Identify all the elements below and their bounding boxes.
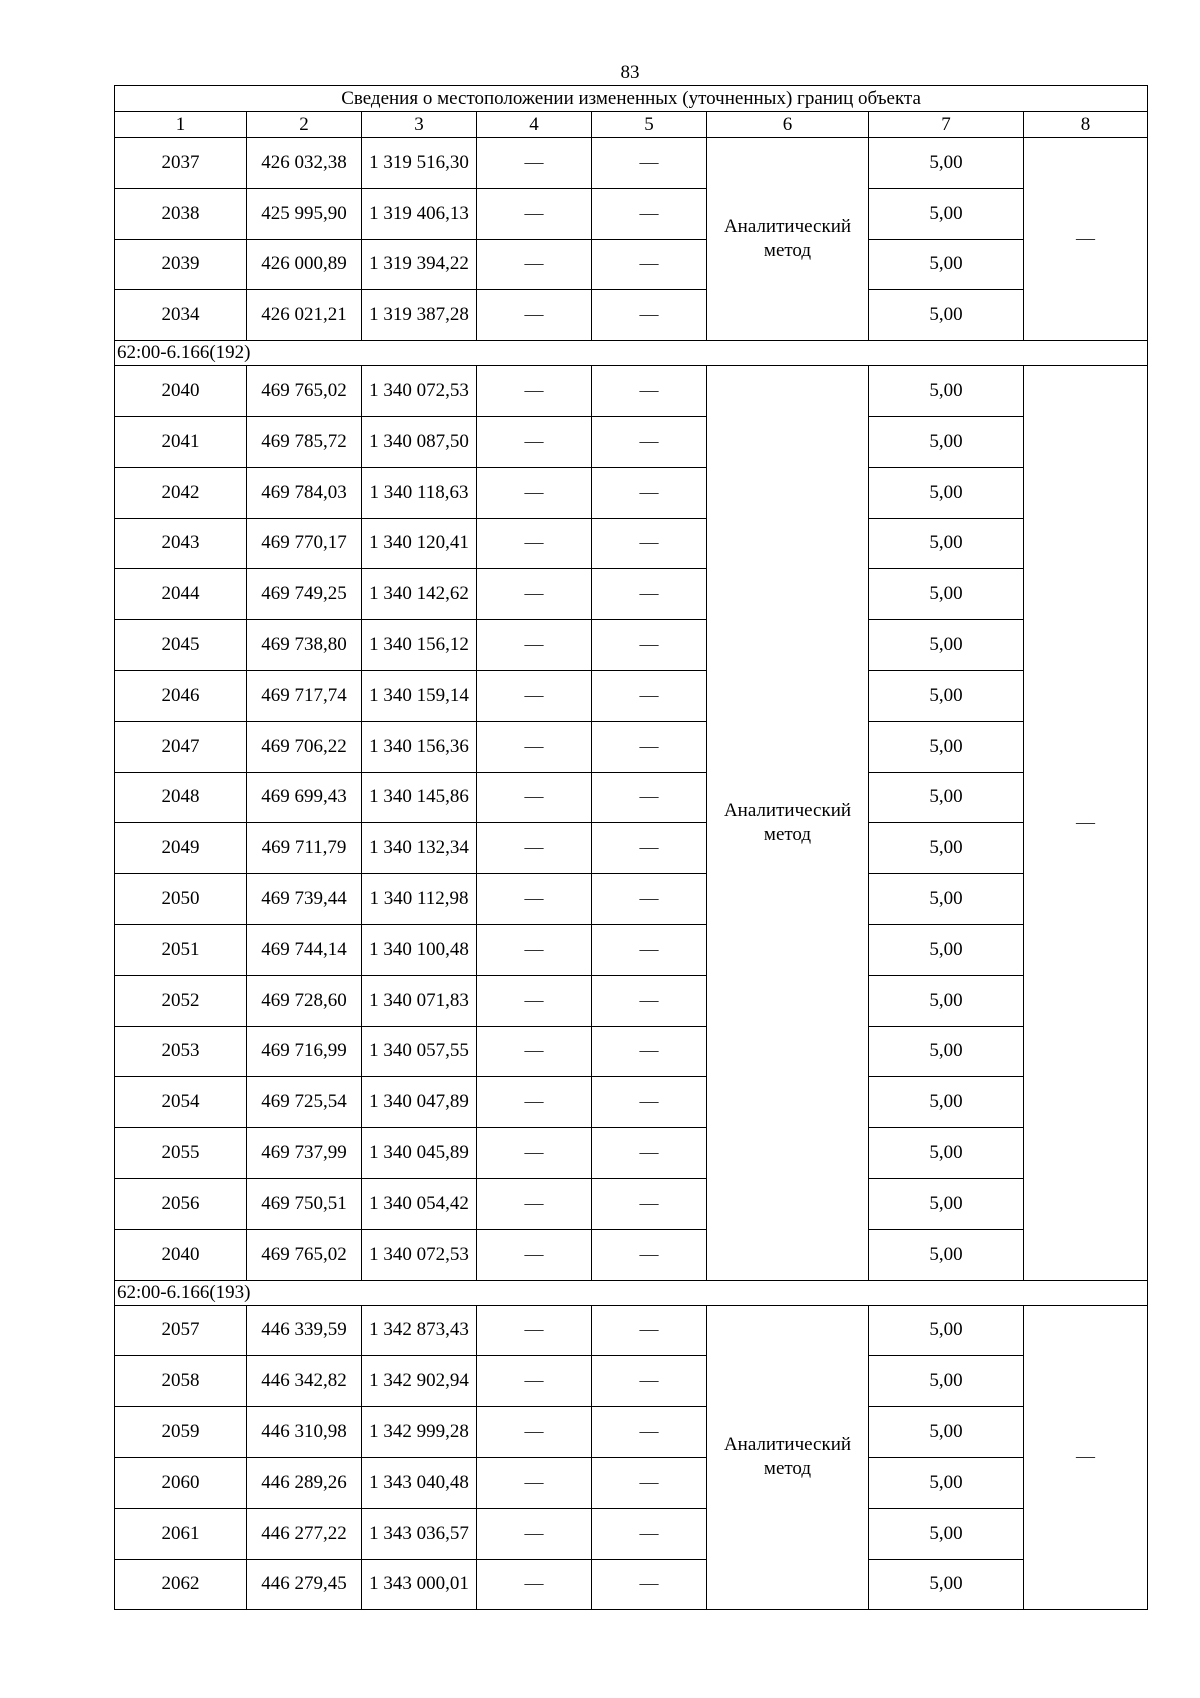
y-coordinate-cell: 1 340 118,63 [362,467,477,518]
accuracy-cell: 5,00 [869,1128,1024,1179]
column-4-cell: — [477,975,592,1026]
x-coordinate-cell: 469 750,51 [247,1178,362,1229]
column-5-cell: — [592,1508,707,1559]
y-coordinate-cell: 1 342 873,43 [362,1305,477,1356]
x-coordinate-cell: 469 749,25 [247,569,362,620]
x-coordinate-cell: 469 699,43 [247,772,362,823]
column-4-cell: — [477,239,592,290]
column-5-cell: — [592,924,707,975]
accuracy-cell: 5,00 [869,1559,1024,1610]
x-coordinate-cell: 446 342,82 [247,1356,362,1407]
x-coordinate-cell: 425 995,90 [247,188,362,239]
column-8-cell: — [1024,138,1148,341]
x-coordinate-cell: 469 739,44 [247,874,362,925]
accuracy-cell: 5,00 [869,620,1024,671]
x-coordinate-cell: 426 021,21 [247,290,362,341]
column-5-cell: — [592,975,707,1026]
accuracy-cell: 5,00 [869,1229,1024,1280]
y-coordinate-cell: 1 340 156,36 [362,721,477,772]
accuracy-cell: 5,00 [869,1178,1024,1229]
x-coordinate-cell: 469 737,99 [247,1128,362,1179]
accuracy-cell: 5,00 [869,670,1024,721]
point-number-cell: 2034 [115,290,247,341]
point-number-cell: 2040 [115,1229,247,1280]
table-row [115,188,1148,239]
table-row [115,1178,1148,1229]
table-row [115,138,1148,189]
column-5-cell: — [592,1457,707,1508]
column-8-cell: — [1024,366,1148,1280]
x-coordinate-cell: 469 738,80 [247,620,362,671]
table-row [115,569,1148,620]
table-row [115,366,1148,417]
x-coordinate-cell: 469 711,79 [247,823,362,874]
column-4-cell: — [477,1305,592,1356]
table-row [115,721,1148,772]
accuracy-cell: 5,00 [869,1077,1024,1128]
table-row [115,518,1148,569]
point-number-cell: 2054 [115,1077,247,1128]
column-5-cell: — [592,1407,707,1458]
x-coordinate-cell: 469 785,72 [247,416,362,467]
point-number-cell: 2048 [115,772,247,823]
column-number-8: 8 [1024,112,1148,138]
column-4-cell: — [477,366,592,417]
column-4-cell: — [477,138,592,189]
accuracy-cell: 5,00 [869,975,1024,1026]
y-coordinate-cell: 1 340 120,41 [362,518,477,569]
column-4-cell: — [477,874,592,925]
accuracy-cell: 5,00 [869,1508,1024,1559]
point-number-cell: 2060 [115,1457,247,1508]
column-5-cell: — [592,874,707,925]
column-number-2: 2 [247,112,362,138]
accuracy-cell: 5,00 [869,1356,1024,1407]
accuracy-cell: 5,00 [869,569,1024,620]
y-coordinate-cell: 1 340 100,48 [362,924,477,975]
table-row [115,1128,1148,1179]
y-coordinate-cell: 1 342 902,94 [362,1356,477,1407]
column-5-cell: — [592,290,707,341]
y-coordinate-cell: 1 340 145,86 [362,772,477,823]
column-number-7: 7 [869,112,1024,138]
column-4-cell: — [477,1407,592,1458]
column-4-cell: — [477,1178,592,1229]
x-coordinate-cell: 469 784,03 [247,467,362,518]
y-coordinate-cell: 1 319 394,22 [362,239,477,290]
point-number-cell: 2058 [115,1356,247,1407]
point-number-cell: 2037 [115,138,247,189]
point-number-cell: 2045 [115,620,247,671]
column-4-cell: — [477,1128,592,1179]
column-number-3: 3 [362,112,477,138]
column-4-cell: — [477,290,592,341]
table-row [115,290,1148,341]
point-number-cell: 2044 [115,569,247,620]
point-number-cell: 2038 [115,188,247,239]
table-row [115,1356,1148,1407]
y-coordinate-cell: 1 319 406,13 [362,188,477,239]
section-label: 62:00-6.166(193) [115,1280,1148,1305]
table-row [115,1305,1148,1356]
point-number-cell: 2059 [115,1407,247,1458]
column-5-cell: — [592,1077,707,1128]
accuracy-cell: 5,00 [869,1305,1024,1356]
column-4-cell: — [477,1026,592,1077]
method-cell: Аналитический метод [707,366,869,1280]
section-row [115,341,1148,366]
column-5-cell: — [592,1128,707,1179]
y-coordinate-cell: 1 340 072,53 [362,1229,477,1280]
point-number-cell: 2061 [115,1508,247,1559]
point-number-cell: 2056 [115,1178,247,1229]
column-5-cell: — [592,1178,707,1229]
table-row [115,1457,1148,1508]
column-5-cell: — [592,467,707,518]
accuracy-cell: 5,00 [869,1407,1024,1458]
point-number-cell: 2057 [115,1305,247,1356]
x-coordinate-cell: 446 277,22 [247,1508,362,1559]
table-row [115,772,1148,823]
column-5-cell: — [592,1356,707,1407]
column-number-1: 1 [115,112,247,138]
x-coordinate-cell: 469 706,22 [247,721,362,772]
column-5-cell: — [592,188,707,239]
y-coordinate-cell: 1 340 057,55 [362,1026,477,1077]
column-4-cell: — [477,670,592,721]
column-4-cell: — [477,416,592,467]
point-number-cell: 2040 [115,366,247,417]
table-row [115,874,1148,925]
column-5-cell: — [592,569,707,620]
x-coordinate-cell: 446 279,45 [247,1559,362,1610]
column-4-cell: — [477,772,592,823]
table-row [115,620,1148,671]
column-5-cell: — [592,1026,707,1077]
column-4-cell: — [477,188,592,239]
x-coordinate-cell: 426 032,38 [247,138,362,189]
y-coordinate-cell: 1 342 999,28 [362,1407,477,1458]
x-coordinate-cell: 446 289,26 [247,1457,362,1508]
y-coordinate-cell: 1 340 112,98 [362,874,477,925]
accuracy-cell: 5,00 [869,772,1024,823]
table-row [115,823,1148,874]
table-row [115,1026,1148,1077]
point-number-cell: 2050 [115,874,247,925]
y-coordinate-cell: 1 340 159,14 [362,670,477,721]
column-5-cell: — [592,772,707,823]
table-row [115,670,1148,721]
column-5-cell: — [592,670,707,721]
point-number-cell: 2043 [115,518,247,569]
y-coordinate-cell: 1 340 156,12 [362,620,477,671]
column-4-cell: — [477,1077,592,1128]
point-number-cell: 2051 [115,924,247,975]
table-row [115,1407,1148,1458]
accuracy-cell: 5,00 [869,467,1024,518]
section-label: 62:00-6.166(192) [115,341,1148,366]
point-number-cell: 2055 [115,1128,247,1179]
x-coordinate-cell: 426 000,89 [247,239,362,290]
column-5-cell: — [592,138,707,189]
y-coordinate-cell: 1 340 071,83 [362,975,477,1026]
column-number-5: 5 [592,112,707,138]
boundary-table [114,85,1148,1610]
column-5-cell: — [592,721,707,772]
point-number-cell: 2049 [115,823,247,874]
column-8-cell: — [1024,1305,1148,1610]
point-number-cell: 2062 [115,1559,247,1610]
x-coordinate-cell: 446 310,98 [247,1407,362,1458]
table-row [115,924,1148,975]
accuracy-cell: 5,00 [869,874,1024,925]
accuracy-cell: 5,00 [869,188,1024,239]
x-coordinate-cell: 469 770,17 [247,518,362,569]
table-row [115,1559,1148,1610]
column-5-cell: — [592,620,707,671]
x-coordinate-cell: 469 728,60 [247,975,362,1026]
method-cell: Аналитический метод [707,138,869,341]
column-4-cell: — [477,518,592,569]
point-number-cell: 2053 [115,1026,247,1077]
table-row [115,1229,1148,1280]
column-5-cell: — [592,823,707,874]
point-number-cell: 2042 [115,467,247,518]
x-coordinate-cell: 469 725,54 [247,1077,362,1128]
point-number-cell: 2041 [115,416,247,467]
column-number-4: 4 [477,112,592,138]
column-5-cell: — [592,366,707,417]
point-number-cell: 2046 [115,670,247,721]
column-4-cell: — [477,1508,592,1559]
accuracy-cell: 5,00 [869,518,1024,569]
column-4-cell: — [477,1457,592,1508]
column-5-cell: — [592,1229,707,1280]
accuracy-cell: 5,00 [869,1026,1024,1077]
accuracy-cell: 5,00 [869,721,1024,772]
table-row [115,416,1148,467]
accuracy-cell: 5,00 [869,416,1024,467]
table-row [115,467,1148,518]
column-5-cell: — [592,416,707,467]
x-coordinate-cell: 469 716,99 [247,1026,362,1077]
table-row [115,239,1148,290]
method-cell: Аналитический метод [707,1305,869,1610]
x-coordinate-cell: 446 339,59 [247,1305,362,1356]
y-coordinate-cell: 1 319 516,30 [362,138,477,189]
y-coordinate-cell: 1 340 132,34 [362,823,477,874]
accuracy-cell: 5,00 [869,290,1024,341]
x-coordinate-cell: 469 765,02 [247,1229,362,1280]
x-coordinate-cell: 469 744,14 [247,924,362,975]
accuracy-cell: 5,00 [869,366,1024,417]
section-row [115,1280,1148,1305]
x-coordinate-cell: 469 765,02 [247,366,362,417]
table-title-row [115,86,1148,112]
column-4-cell: — [477,1356,592,1407]
y-coordinate-cell: 1 340 045,89 [362,1128,477,1179]
point-number-cell: 2052 [115,975,247,1026]
accuracy-cell: 5,00 [869,823,1024,874]
accuracy-cell: 5,00 [869,138,1024,189]
column-4-cell: — [477,569,592,620]
y-coordinate-cell: 1 319 387,28 [362,290,477,341]
y-coordinate-cell: 1 343 036,57 [362,1508,477,1559]
y-coordinate-cell: 1 340 054,42 [362,1178,477,1229]
column-5-cell: — [592,1559,707,1610]
y-coordinate-cell: 1 343 000,01 [362,1559,477,1610]
column-4-cell: — [477,924,592,975]
accuracy-cell: 5,00 [869,924,1024,975]
table-row [115,1508,1148,1559]
column-4-cell: — [477,467,592,518]
accuracy-cell: 5,00 [869,239,1024,290]
column-number-6: 6 [707,112,869,138]
column-5-cell: — [592,518,707,569]
y-coordinate-cell: 1 340 072,53 [362,366,477,417]
y-coordinate-cell: 1 340 047,89 [362,1077,477,1128]
point-number-cell: 2047 [115,721,247,772]
column-4-cell: — [477,823,592,874]
page-number: 83 [620,62,640,83]
accuracy-cell: 5,00 [869,1457,1024,1508]
table-title: Сведения о местоположении измененных (уточненных) границ объекта [115,86,1148,112]
y-coordinate-cell: 1 340 087,50 [362,416,477,467]
column-4-cell: — [477,1229,592,1280]
table-row [115,975,1148,1026]
column-4-cell: — [477,620,592,671]
column-4-cell: — [477,721,592,772]
column-5-cell: — [592,239,707,290]
y-coordinate-cell: 1 343 040,48 [362,1457,477,1508]
y-coordinate-cell: 1 340 142,62 [362,569,477,620]
column-5-cell: — [592,1305,707,1356]
x-coordinate-cell: 469 717,74 [247,670,362,721]
column-4-cell: — [477,1559,592,1610]
column-number-row [115,112,1148,138]
point-number-cell: 2039 [115,239,247,290]
table-row [115,1077,1148,1128]
